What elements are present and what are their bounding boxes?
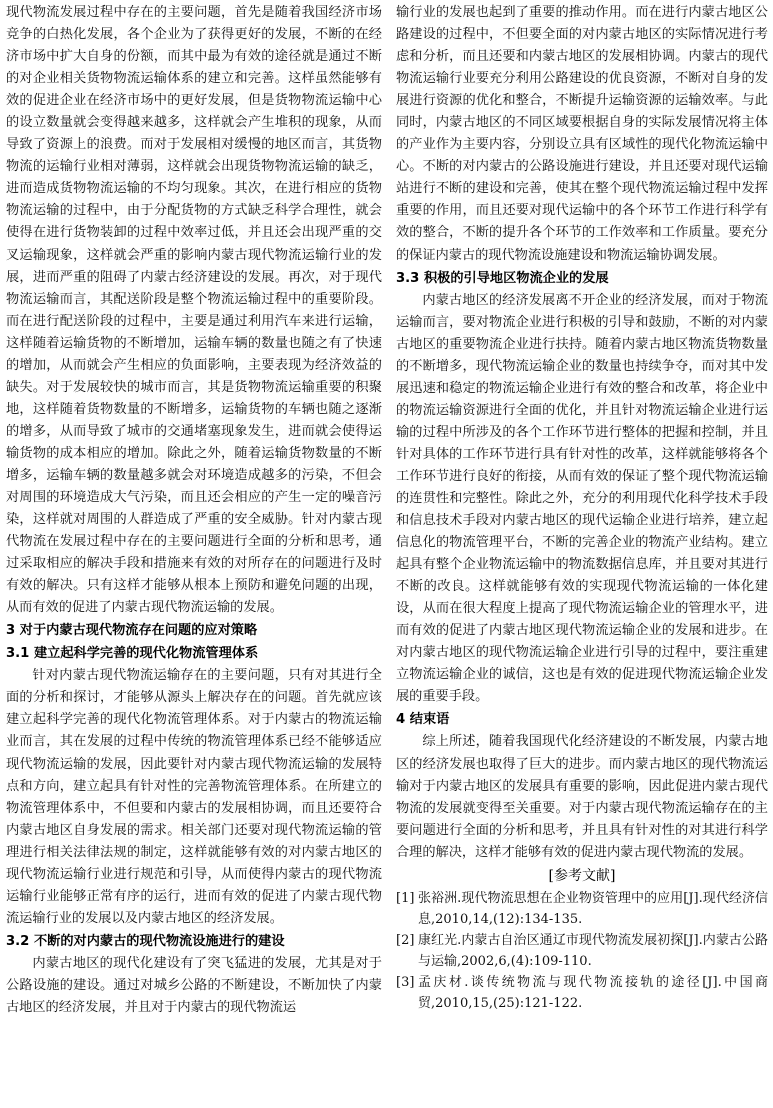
paragraph-problems: 现代物流发展过程中存在的主要问题，首先是随着我国经济市场竞争的白热化发展，各个企业为了获得更好的发展，不断的在经济市场中扩大自身的份额，而其中最为有效的途径就是通过不断的对企业相关货物物流运输体系的建立和完善。这样虽然能够有效的促进企业在经济市场中的更好发展，但是货物物流运输中心的设立数量就会变得越来越多，这样就会产生堆积的现象，从而导致了资源上的浪费。而对于发展相对缓慢的地区而言，其货物物流的运输行业相对薄弱，这样就会出现货物物流运输的缺乏，进而造成货物物流运输的不均匀现象。其次，在进行相应的货物物流运输的过程中，由于分配货物的方式缺乏科学合理性，就会使得在进行货物装卸的过程中效率过低，并且还会出现严重的交叉运输现象，这样就会严重的影响内蒙古现代物流运输行业的发展，进而严重的阻碍了内蒙古经济建设的发展。再次，对于现代物流运输而言，其配送阶段是整个物流运输过程中的重要阶段。而在进行配送阶段的过程中，主要是通过利用汽车来进行运输，这样随着运输货物的不断增加，运输车辆的数量也随之有了快速的增加，从而就会产生相应的负面影响，主要表现为经济效益的缺失。对于发展较快的城市而言，其是货物物流运输重要的积聚地，这样随着货物数量的不断增多，运输货物的车辆也随之逐渐的增多，从而导致了城市的交通堵塞现象发生，进而就会使得运输货物的成本相应的增加。除此之外，随着运输货物数量的不断增多，运输车辆的数量越多就会对环境造成越多的污染，不但会对周围的环境造成大气污染，而且还会相应的产生一定的噪音污染，这样就对周围的人群造成了严重的安全威胁。针对内蒙古现代物流在发展过程中存在的主要问题进行全面的分析和思考，通过采取相应的解决手段和措施来有效的对所存在的问题进行及时有效的解决。只有这样才能够从根本上预防和避免问题的出现，从而有效的促进了内蒙古现代物流运输的发展。 — [6, 5, 382, 616]
reference-number: [1] — [396, 890, 415, 906]
reference-number: [3] — [396, 974, 415, 990]
right-column — [396, 2, 768, 1106]
paragraph-3-2-continued: 输行业的发展也起到了重要的推动作用。而在进行内蒙古地区公路建设的过程中，不但要全面的对内蒙古地区的实际情况进行考虑和分析，而且还要和内蒙古地区的发展相协调。内蒙古的现代物流运输行业要充分利用公路建设的优良资源，不断对自身的发展进行资源的优化和整合，不断提升运输资源的运输效率。与此同时，内蒙古地区的不同区域要根据自身的实际发展情况将主体的产业作为主要内容，分别设立具有区域性的现代化物流运输中心。不断的对内蒙古的公路设施进行建设，并且还要对现代运输站进行不断的建设和完善，使其在整个现代物流运输过程中发挥重要的作用，而且还要对现代运输中的各个环节工作进行科学有效的整合，不断的提升各个环节的工作效率和工作质量。要充分的保证内蒙古的现代物流设施建设和物流运输协调发展。 — [396, 5, 768, 263]
paragraph-3-1: 针对内蒙古现代物流运输存在的主要问题，只有对其进行全面的分析和探讨，才能够从源头上解决存在的问题。首先就应该建立起科学完善的现代化物流管理体系。对于内蒙古的物流运输业而言，其在发展的过程中传统的物流管理体系已经不能够适应现代物流运输的发展，因此要针对内蒙古现代物流运输的发展特点和方向，建立起具有针对性的完善物流管理体系。在所建立的物流管理体系中，不但要和内蒙古的发展相协调，而且还要符合内蒙古地区自身发展的需求。相关部门还要对现代物流运输的管理进行相关法律法规的制定，这样就能够有效的对内蒙古地区的现代物流运输行业进行规范和引导，从而使得内蒙古的现代物流运输行业能够正常有序的运行，进而有效的促进了内蒙古现代物流运输行业的发展以及内蒙古地区的经济发展。 — [6, 668, 382, 926]
paragraph-3-3: 内蒙古地区的经济发展离不开企业的经济发展，而对于物流运输而言，要对物流企业进行积极的引导和鼓励，不断的对内蒙古地区的重要物流企业进行扶持。随着内蒙古地区物流货物数量的不断增多，现代物流运输企业的数量也持续争夺，而对其中发展迅速和稳定的物流运输企业进行有效的整合和改革，将企业中的物流运输资源进行全面的优化，并且针对物流运输企业进行运输的过程中所涉及的各个工作环节进行整体的把握和控制，并且针对具体的工作环节进行具有针对性的改革，这样就能够将各个工作环节进行良好的衔接，从而有效的保证了整个现代物流运输的连贯性和完整性。除此之外，充分的利用现代化科学技术手段和信息技术手段对内蒙古地区的现代运输企业进行培养，建立起信息化的物流管理平台，不断的完善企业的物流产业结构。建立起具有整个企业物流运输中的物流数据信息库，并且要对其进行不断的改良。这样就能够有效的实现现代物流运输的一体化建设，从而在很大程度上提高了现代物流运输企业的管理水平，进而有效的促进了内蒙古地区现代物流运输企业的发展和进步。在对内蒙古地区的现代物流运输企业进行引导的过程中，要注重建立物流运输企业的诚信，这也是有效的促进现代物流运输企业发展的重要手段。 — [396, 292, 768, 705]
section-3-1-heading: 3.1 建立起科学完善的现代化物流管理体系 — [6, 646, 259, 662]
reference-text: 康红光.内蒙古自治区通辽市现代物流发展初探[J].内蒙古公路与运输,2002,6,(4):109-110. — [418, 932, 768, 969]
reference-item — [396, 930, 768, 972]
paragraph-3-2: 内蒙古地区的现代化建设有了突飞猛进的发展，尤其是对于公路设施的建设。通过对城乡公路的不断建设，不断加快了内蒙古地区的经济发展，并且对于内蒙古的现代物流运 — [6, 955, 382, 1015]
reference-text: 孟庆材.谈传统物流与现代物流接轨的途径[J].中国商贸,2010,15,(25):121-122. — [418, 974, 768, 1011]
reference-item — [396, 972, 768, 1014]
reference-number: [2] — [396, 932, 415, 948]
reference-item — [396, 888, 768, 930]
section-4-heading: 4 结束语 — [396, 712, 450, 728]
references-title: [参考文献] — [548, 867, 616, 884]
section-3-heading: 3 对于内蒙古现代物流存在问题的应对策略 — [6, 623, 258, 639]
paragraph-conclusion: 综上所述，随着我国现代化经济建设的不断发展，内蒙古地区的经济发展也取得了巨大的进步。而内蒙古地区的现代物流运输对于内蒙古地区的发展具有重要的影响，因此促进内蒙古现代物流的发展就变得至关重要。对于内蒙古现代物流运输存在的主要问题进行全面的分析和思考，并且具有针对性的对其进行科学合理的解决，这样才能够有效的促进内蒙古现代物流的发展。 — [396, 734, 768, 860]
section-3-3-heading: 3.3 积极的引导地区物流企业的发展 — [396, 270, 609, 286]
references-list — [396, 888, 768, 1014]
left-column — [6, 2, 382, 1106]
section-3-2-heading: 3.2 不断的对内蒙古的现代物流设施进行的建设 — [6, 933, 285, 949]
reference-text: 张裕洲.现代物流思想在企业物资管理中的应用[J].现代经济信息,2010,14,(12):134-135. — [418, 890, 768, 927]
